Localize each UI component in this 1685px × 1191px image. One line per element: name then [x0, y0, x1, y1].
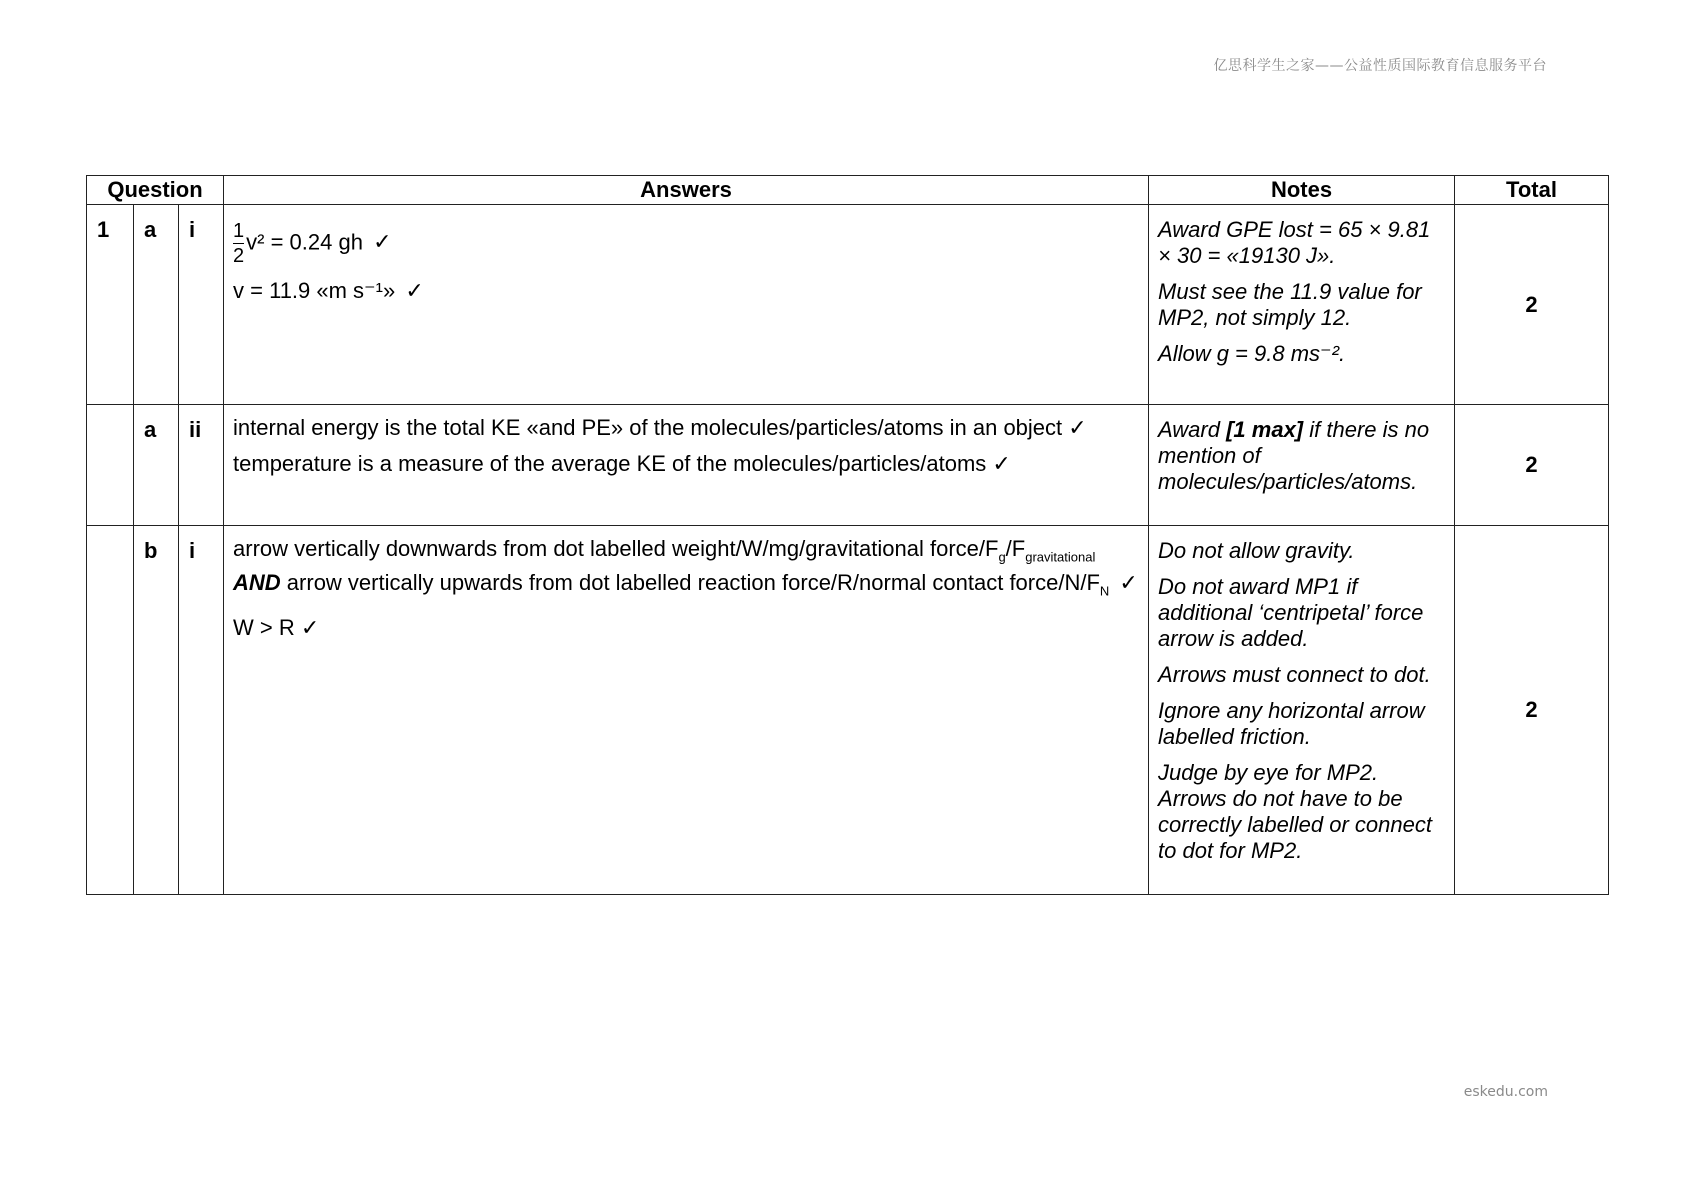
answer-cell — [224, 205, 1149, 405]
question-subpart: ii — [179, 405, 224, 526]
max-marks-note: [1 max] — [1226, 417, 1304, 442]
total-marks: 2 — [1455, 405, 1609, 526]
table-row — [87, 526, 1609, 895]
note: Must see the 11.9 value for MP2, not simply 12. — [1158, 279, 1422, 330]
note: Ignore any horizontal arrow labelled friction. — [1158, 698, 1425, 749]
check-mark: ✓ — [1119, 570, 1138, 596]
answer-cell — [224, 405, 1149, 526]
answer-line: arrow vertically downwards from dot labelled weight/W/mg/gravitational force/$F_g/F_{gravitational}$ AND arrow vertically upwards from dot labelled reaction force/R/normal contact force/$N/F_N$ ✓ — [233, 536, 1138, 599]
markscheme-table — [86, 175, 1609, 895]
answer-line: internal energy is the total KE «and PE» of the molecules/particles/atoms in an object ✓ — [233, 415, 1087, 440]
header-watermark: 亿思科学生之家——公益性质国际教育信息服务平台 — [1213, 58, 1547, 74]
question-subpart: i — [179, 205, 224, 405]
check-mark: ✓ — [373, 229, 392, 255]
note: Allow g = 9.8 ms⁻². — [1158, 341, 1346, 366]
table-row — [87, 405, 1609, 526]
header-answers: Answers — [224, 176, 1149, 205]
answer-equation: v² = 0.24 gh — [246, 229, 363, 255]
note: Arrows must connect to dot. — [1158, 662, 1431, 687]
header-question: Question — [87, 176, 224, 205]
notes-cell — [1149, 205, 1455, 405]
note: Judge by eye for MP2. Arrows do not have to be correctly labelled or connect to dot for MP2. — [1158, 760, 1432, 863]
footer-watermark: eskedu.com — [1463, 1084, 1548, 1100]
question-part: b — [134, 526, 179, 895]
note: Do not allow gravity. — [1158, 538, 1355, 563]
and-keyword: AND — [233, 570, 281, 596]
question-subpart: i — [179, 526, 224, 895]
answer-line: W > R ✓ — [233, 614, 320, 640]
notes-cell — [1149, 526, 1455, 895]
answer-line — [233, 278, 1138, 304]
question-number — [87, 526, 134, 895]
check-mark: ✓ — [405, 278, 424, 303]
total-marks: 2 — [1455, 526, 1609, 895]
answer-line — [233, 219, 1138, 268]
question-part: a — [134, 205, 179, 405]
answer-equation: v = 11.9 «m s⁻¹» — [233, 278, 396, 303]
answer-cell — [224, 526, 1149, 895]
header-notes: Notes — [1149, 176, 1455, 205]
fraction-half: $\frac{1}{2}$ — [233, 220, 245, 267]
note: Do not award MP1 if additional ‘centripetal’ force arrow is added. — [1158, 574, 1424, 651]
total-marks: 2 — [1455, 205, 1609, 405]
table-header-row — [87, 176, 1609, 205]
table-row — [87, 205, 1609, 405]
question-number — [87, 405, 134, 526]
question-part: a — [134, 405, 179, 526]
answer-line: temperature is a measure of the average KE of the molecules/particles/atoms ✓ — [233, 451, 1011, 476]
header-total: Total — [1455, 176, 1609, 205]
notes-cell: Award [1 max] if there is no mention of molecules/particles/atoms. — [1149, 405, 1455, 526]
note: Award GPE lost = 65 × 9.81 × 30 = «19130 J». — [1158, 217, 1431, 268]
question-number: 1 — [87, 205, 134, 405]
